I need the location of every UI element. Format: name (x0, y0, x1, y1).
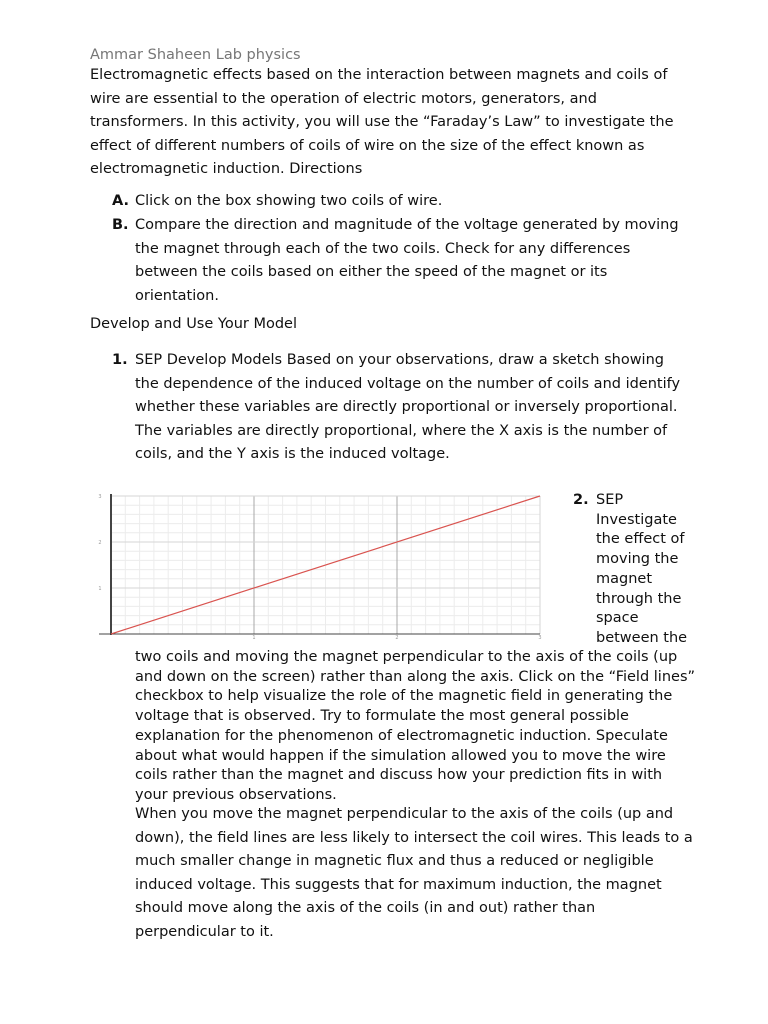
question-2-answer: When you move the magnet perpendicular to the axis of the coils (up and down), the field lines are less likely to intersect the coil wires. This leads to a much smaller change in magnetic flux and thus a reduced or negligible induced voltage. This suggests that for maximum induction, the magnet should move along the axis of the coils (in and out) rather than perpendicular to it. (135, 806, 693, 940)
question-1 (90, 349, 690, 467)
directions-list (90, 190, 690, 309)
direction-text: Click on the box showing two coils of wire. (135, 193, 443, 209)
x-tick-label: 2 (395, 635, 399, 640)
y-tick-label: 2 (98, 540, 102, 546)
question-1-prompt: SEP Develop Models Based on your observations, draw a sketch showing the dependence of the induced voltage on the number of coils and identify whether these variables are directly proportional or inversely proportional. (135, 352, 681, 416)
list-marker: B. (112, 216, 129, 233)
y-tick-label: 3 (98, 494, 102, 500)
direction-item-a (90, 190, 690, 214)
question-2-prompt-head: SEP Investigate the effect of moving the magnet through the space between the (596, 492, 688, 646)
voltage-vs-coils-chart (92, 490, 544, 640)
y-tick-label: 1 (98, 586, 102, 592)
question-2-head (573, 491, 703, 649)
x-tick-label: 1 (252, 635, 256, 640)
document-header: Ammar Shaheen Lab physics (90, 47, 301, 63)
intro-paragraph: Electromagnetic effects based on the interaction between magnets and coils of wire are essential to the operation of electric motors, generators, and transformers. In this activity, you will use the “Faraday’s Law” to investigate the effect of different numbers of coils of wire on the size of the effect known as electromagnetic induction. Directions (90, 67, 674, 178)
direction-text: Compare the direction and magnitude of the voltage generated by moving the magnet through each of the two coils. Check for any differences between the coils based on either the speed of the magnet or its orientation. (135, 216, 679, 305)
x-tick-label: 3 (538, 635, 542, 640)
question-number: 2. (573, 492, 589, 508)
section-heading: Develop and Use Your Model (90, 316, 297, 332)
question-2-prompt-rest: two coils and moving the magnet perpendicular to the axis of the coils (up and down on the screen) rather than along the axis. Click on the “Field lines” checkbox to help visualize the role of the magnetic field in generating the voltage that is observed. Try to formulate the most general possible explanation for the phenomenon of electromagnetic induction. Speculate about what would happen if the simulation allowed you to move the wire coils rather than the magnet and discuss how your prediction fits in with your previous observations. (135, 649, 696, 803)
direction-item-b (90, 214, 690, 309)
question-1-answer: The variables are directly proportional, where the X axis is the number of coils, and the Y axis is the induced voltage. (135, 422, 668, 463)
question-number: 1. (112, 352, 128, 368)
list-marker: A. (112, 193, 129, 209)
